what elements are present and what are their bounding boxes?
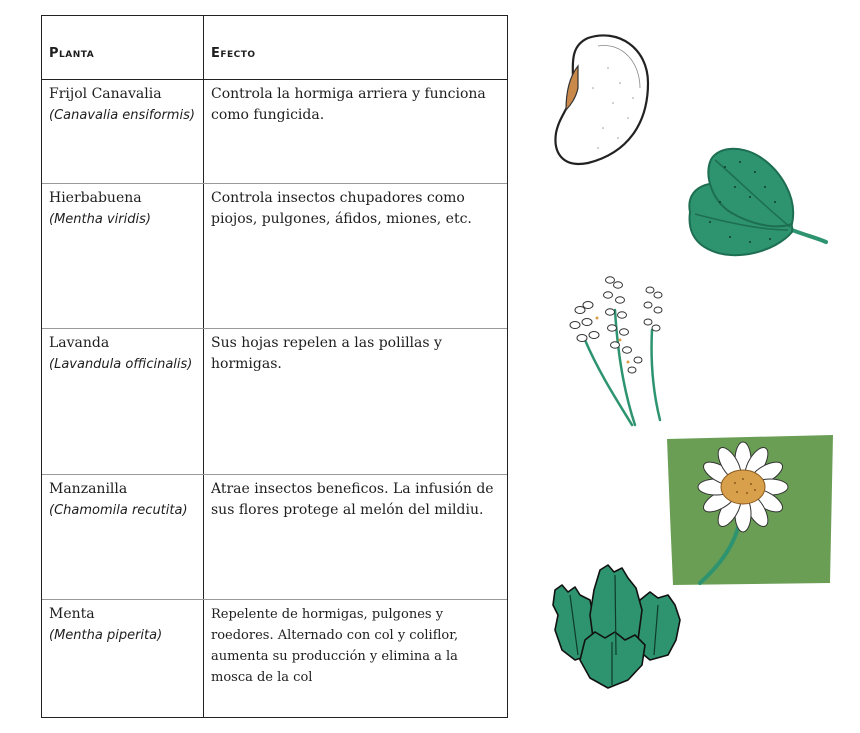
- effect-text: Controla la hormiga arriera y funciona como fungicida.: [211, 86, 486, 123]
- table-header-row: [42, 16, 507, 80]
- plant-scientific-name: (Mentha viridis): [49, 212, 151, 227]
- bean-seed-illustration: [548, 28, 658, 168]
- plant-cell: [42, 80, 203, 183]
- plant-scientific-name: (Chamomila recutita): [49, 503, 188, 518]
- header-effect: Efecto: [211, 46, 256, 61]
- plant-scientific-name: (Lavandula officinalis): [49, 357, 193, 372]
- plant-cell: [42, 475, 203, 599]
- effect-text: Controla insectos chupadores como piojos, pulgones, áfidos, miones, etc.: [211, 190, 472, 227]
- plant-common-name: Lavanda: [49, 335, 110, 351]
- mint-illustration: [550, 560, 685, 695]
- table-row: [42, 329, 507, 475]
- effect-cell: [204, 475, 507, 599]
- plant-cell: [42, 329, 203, 474]
- lavender-illustration: [560, 270, 675, 430]
- effect-cell: [204, 184, 507, 328]
- hierbabuena-leaves-illustration: [680, 142, 830, 267]
- table-row: [42, 600, 507, 716]
- plant-common-name: Manzanilla: [49, 481, 128, 497]
- chamomile-illustration: [665, 435, 835, 587]
- effect-cell: [204, 80, 507, 183]
- plant-cell: [42, 184, 203, 328]
- effect-text: Repelente de hormigas, pulgones y roedores. Alternado con col y coliflor, aumenta su producción y elimina a la mosca de la col: [211, 607, 459, 685]
- effect-text: Sus hojas repelen a las polillas y hormigas.: [211, 335, 442, 372]
- effect-text: Atrae insectos beneficos. La infusión de sus flores protege al melón del mildiu.: [211, 481, 494, 518]
- plant-effects-table: [41, 15, 508, 718]
- plant-scientific-name: (Mentha piperita): [49, 628, 163, 643]
- plant-common-name: Menta: [49, 606, 95, 622]
- plant-scientific-name: (Canavalia ensiformis): [49, 108, 195, 123]
- table-row: [42, 80, 507, 184]
- table-row: [42, 184, 507, 329]
- header-plant: Planta: [49, 46, 95, 61]
- plant-common-name: Hierbabuena: [49, 190, 142, 206]
- effect-cell: [204, 329, 507, 474]
- table-row: [42, 475, 507, 600]
- plant-cell: [42, 600, 203, 716]
- effect-cell: [204, 600, 507, 716]
- plant-common-name: Frijol Canavalia: [49, 86, 162, 102]
